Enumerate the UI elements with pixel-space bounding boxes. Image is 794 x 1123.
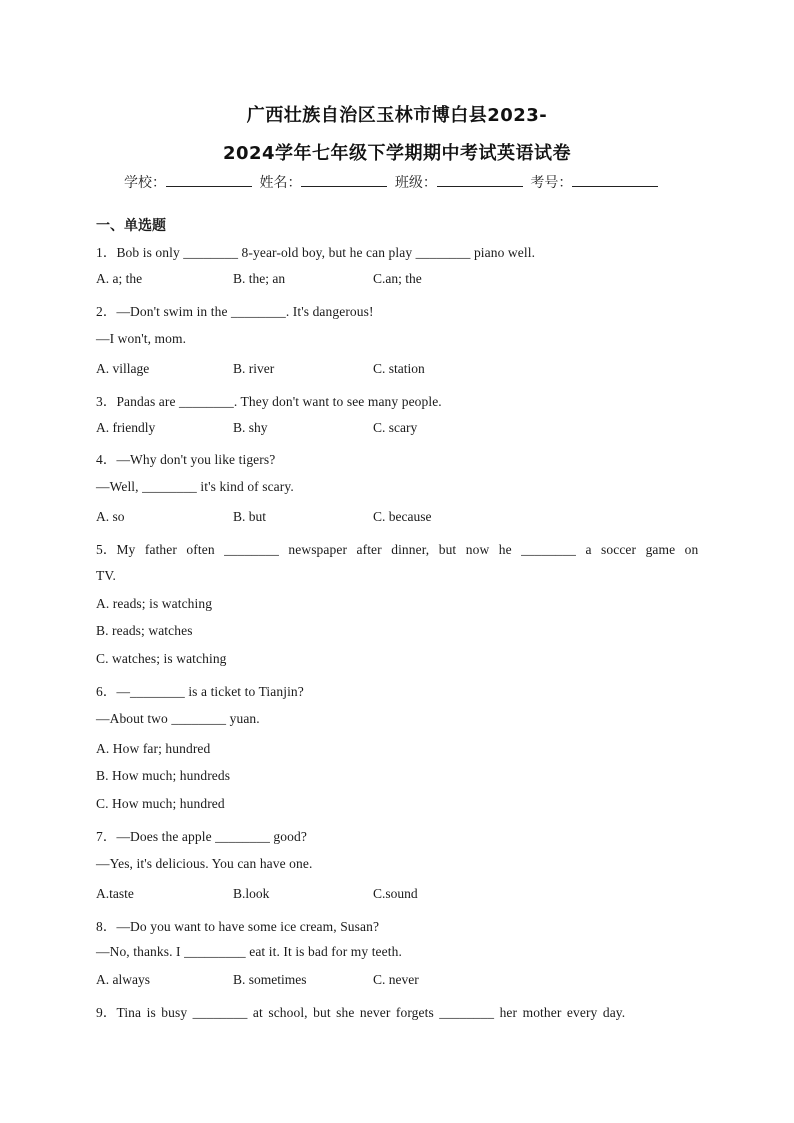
question-reply: —No, thanks. I _________ eat it. It is bad for my teeth. (96, 944, 402, 959)
option-b: B. river (233, 361, 275, 376)
question-stem: 3．Pandas are ________. They don't want to see many people. (96, 394, 442, 409)
option-c: C.sound (373, 886, 418, 901)
question-stem: 1．Bob is only ________ 8-year-old boy, but he can play ________ piano well. (96, 245, 536, 260)
option-c: C. never (373, 972, 419, 987)
exam-number-blank[interactable] (572, 174, 658, 187)
name-label: 姓名： (259, 175, 302, 191)
question-stem: 8．—Do you want to have some ice cream, Susan? (96, 919, 380, 934)
option-b: B. reads; watches (96, 623, 193, 638)
question-stem-continued: TV. (96, 568, 116, 583)
option-a: A.taste (96, 886, 134, 901)
question-reply: —Yes, it's delicious. You can have one. (96, 856, 313, 871)
question-stem: 5．My father often ________ newspaper after dinner, but now he ________ a soccer game on (96, 542, 699, 557)
option-c: C. How much; hundred (96, 796, 225, 811)
option-b: B. How much; hundreds (96, 768, 231, 783)
exam-title-line1: 广西壮族自治区玉林市博白县2023- (246, 105, 548, 126)
class-label: 班级： (394, 175, 437, 191)
option-b: B. but (233, 509, 267, 524)
name-blank[interactable] (301, 174, 387, 187)
option-b: B. the; an (233, 271, 286, 286)
exam-number-label: 考号： (530, 175, 573, 191)
student-info-line (124, 172, 661, 192)
option-b: B.look (233, 886, 270, 901)
school-blank[interactable] (166, 174, 252, 187)
exam-title-line2: 2024学年七年级下学期期中考试英语试卷 (222, 143, 572, 164)
question-stem: 6．—________ is a ticket to Tianjin? (96, 684, 304, 699)
option-a: A. reads; is watching (96, 596, 213, 611)
option-b: B. sometimes (233, 972, 307, 987)
option-a: A. village (96, 361, 150, 376)
option-c: C. station (373, 361, 425, 376)
question-reply: —I won't, mom. (96, 331, 187, 346)
option-c: C.an; the (373, 271, 422, 286)
question-stem: 9．Tina is busy ________ at school, but she never forgets ________ her mother every day. (96, 1005, 626, 1020)
option-c: C. watches; is watching (96, 651, 227, 666)
option-b: B. shy (233, 420, 268, 435)
class-blank[interactable] (437, 174, 523, 187)
option-c: C. because (373, 509, 432, 524)
option-a: A. always (96, 972, 150, 987)
question-reply: —Well, ________ it's kind of scary. (96, 479, 294, 494)
question-stem: 2．—Don't swim in the ________. It's dangerous! (96, 304, 374, 319)
option-a: A. a; the (96, 271, 143, 286)
question-reply: —About two ________ yuan. (96, 711, 260, 726)
option-a: A. so (96, 509, 125, 524)
section-title: 一、单选题 (96, 218, 166, 234)
option-c: C. scary (373, 420, 418, 435)
option-a: A. How far; hundred (96, 741, 211, 756)
option-a: A. friendly (96, 420, 156, 435)
school-label: 学校： (124, 175, 166, 191)
question-stem: 4．—Why don't you like tigers? (96, 452, 276, 467)
question-stem: 7．—Does the apple ________ good? (96, 829, 307, 844)
